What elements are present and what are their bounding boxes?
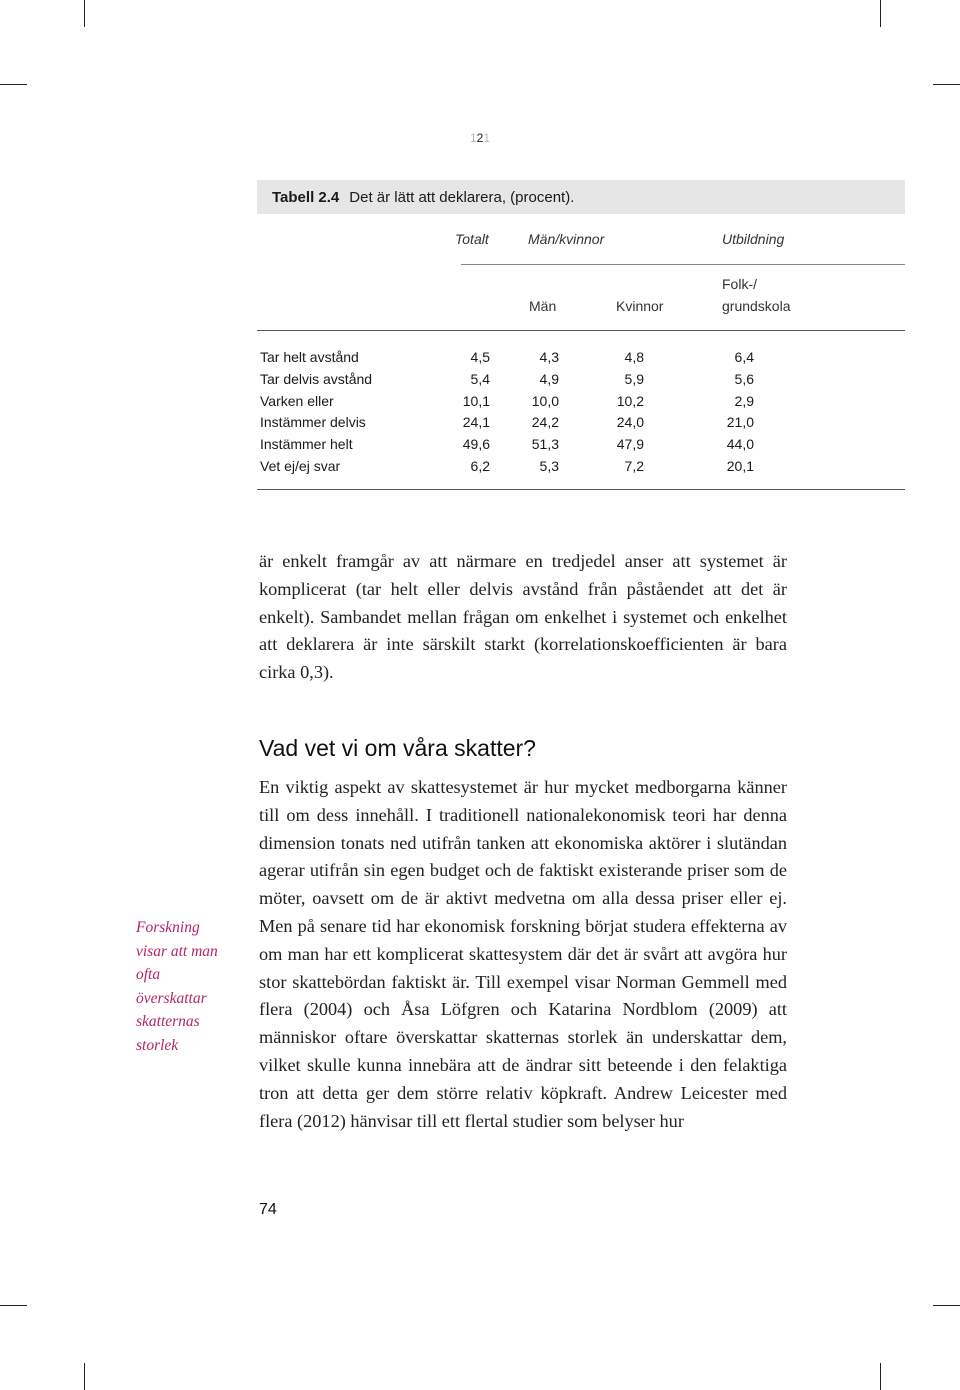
row-label: Instämmer helt (260, 436, 353, 453)
table-label: Tabell 2.4 (272, 188, 340, 206)
table-cell: 10,1 (462, 392, 490, 409)
data-table (257, 180, 905, 490)
table-group-header (257, 214, 905, 262)
table-cell: 6,2 (470, 457, 490, 474)
table-cell: 10,0 (531, 392, 559, 409)
table-cell: 5,9 (624, 370, 644, 387)
crop-mark (880, 1363, 881, 1390)
table-row (257, 434, 905, 456)
table-cell: 10,2 (616, 392, 644, 409)
table-cell: 21,0 (726, 414, 754, 431)
margin-note: Forskning visar att man ofta överskattar skatternas storlek (136, 919, 218, 1054)
header-man-kvinnor: Män/kvinnor (528, 231, 605, 247)
header-man: Män (529, 298, 557, 314)
table-cell: 20,1 (726, 457, 754, 474)
table-cell: 49,6 (462, 436, 490, 453)
header-rule (257, 330, 905, 331)
table-cell: 5,4 (470, 370, 490, 387)
crop-mark (0, 84, 27, 85)
header-kvinnor: Kvinnor (616, 298, 664, 314)
table-cell: 6,4 (734, 349, 754, 365)
crop-mark (880, 0, 881, 27)
row-label: Instämmer delvis (260, 414, 366, 431)
table-row (257, 369, 905, 391)
page-marker: 121 (469, 131, 491, 145)
header-folk: Folk-/ (722, 276, 757, 292)
table-cell: 24,2 (531, 414, 559, 431)
table-cell: 4,5 (470, 349, 490, 365)
table-cell: 24,1 (462, 414, 490, 431)
crop-mark (0, 1305, 27, 1306)
crop-mark (84, 1363, 85, 1390)
table-cell: 44,0 (726, 436, 754, 453)
table-sub-header (257, 262, 905, 330)
crop-mark (933, 1305, 960, 1306)
table-row (257, 391, 905, 413)
table-row (257, 412, 905, 434)
table-row (257, 456, 905, 478)
table-row (257, 347, 905, 369)
header-utbildning: Utbildning (722, 231, 785, 247)
table-cell: 5,3 (539, 457, 559, 474)
row-label: Varken eller (260, 392, 334, 409)
table-cell: 5,6 (734, 370, 754, 387)
row-label: Tar delvis avstånd (260, 370, 373, 387)
page-number: 74 (259, 1201, 277, 1218)
table-cell: 4,8 (624, 349, 644, 365)
crop-mark (933, 84, 960, 85)
crop-mark (84, 0, 85, 27)
table-cell: 24,0 (616, 414, 644, 431)
section-heading: Vad vet vi om våra skatter? (259, 735, 536, 761)
paragraph: En viktig aspekt av skattesystemet är hur mycket medborgarna känner till om dess innehåll. I traditionell nationalekonomisk teori har denna dimension tonats ned utifrån tanken att ekonomiska aktörer i slutändan agerar utifrån sin egen budget och de faktiskt existerande priser som de möter, oavsett om de är aktivt medvetna om alla dessa priser eller ej. Men på senare tid har ekonomisk forskning börjat studera effekterna av om man har ett komplicerat skattesystem där det är svårt att avgöra hur stor skattebördan faktiskt är. Till exempel visar Norman Gemmell med flera (2004) och Åsa Löfgren och Katarina Nordblom (2009) att människor oftare överskattar skatternas storlek än underskattar dem, vilket skulle kunna innebära att de ändrar sitt beteende i den felaktiga tron att detta ger dem större relativ köpkraft. Andrew Leicester med flera (2012) hänvisar till ett flertal studier som belyser hur (259, 777, 787, 1131)
table-cell: 47,9 (616, 436, 644, 453)
paragraph: är enkelt framgår av att närmare en tredjedel anser att systemet är komplicerat (tar helt eller delvis avstånd från påståendet att det är enkelt). Sambandet mellan frågan om enkelhet i systemet och enkelhet att deklarera är inte särskilt starkt (korrelationskoefficienten är bara cirka 0,3). (259, 551, 787, 683)
table-bottom-rule (257, 489, 905, 490)
header-grundskola: grundskola (722, 298, 791, 314)
table-cell: 51,3 (531, 436, 559, 453)
row-label: Tar helt avstånd (260, 349, 359, 365)
table-cell: 4,9 (539, 370, 559, 387)
table-cell: 4,3 (539, 349, 559, 365)
table-caption (257, 180, 905, 214)
table-title: Det är lätt att deklarera, (procent). (349, 188, 575, 206)
table-cell: 2,9 (734, 392, 754, 409)
header-totalt: Totalt (455, 231, 489, 247)
table-body (257, 347, 905, 478)
table-cell: 7,2 (624, 457, 644, 474)
row-label: Vet ej/ej svar (260, 457, 341, 474)
